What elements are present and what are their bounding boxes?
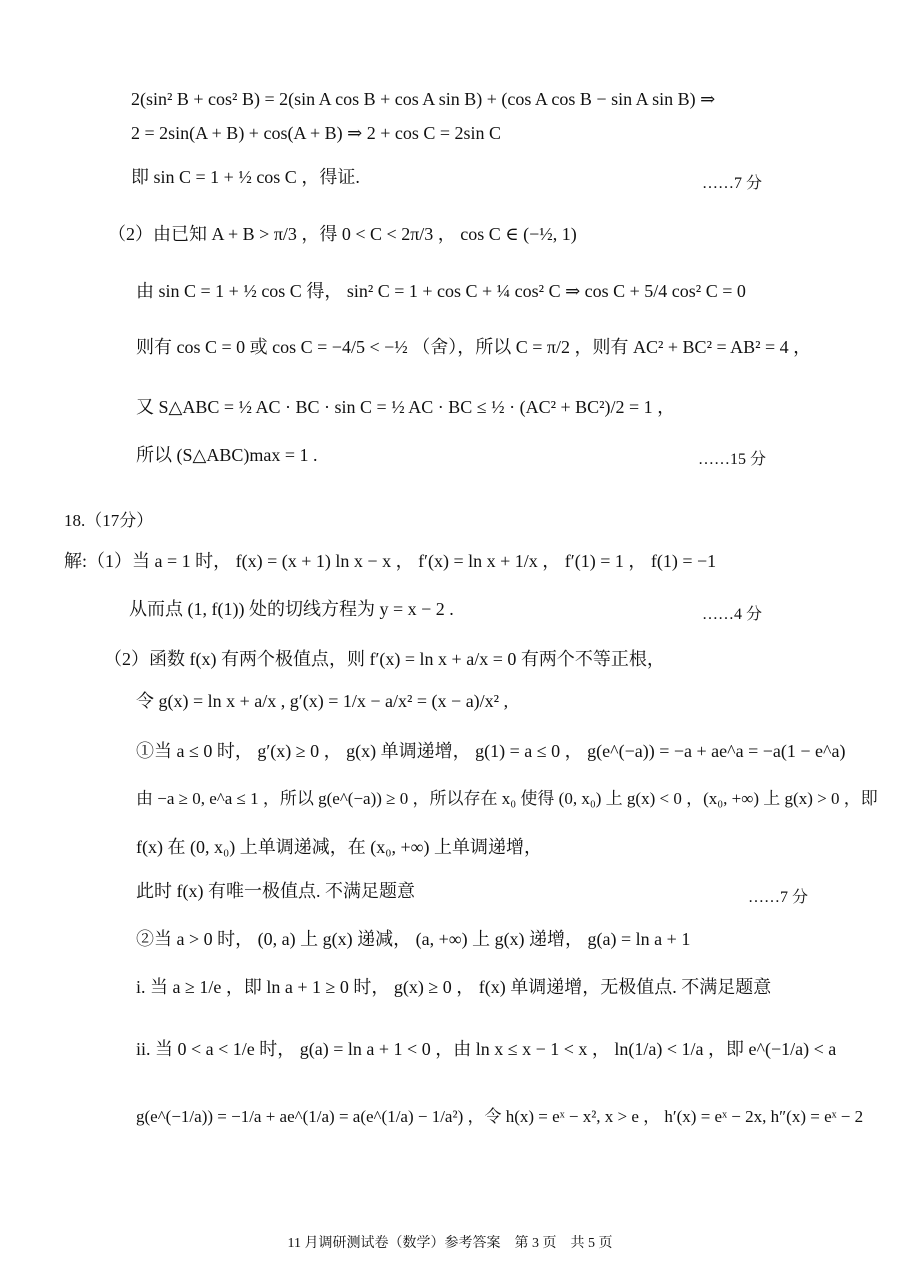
page-footer: 11 月调研测试卷（数学）参考答案 第 3 页 共 5 页	[287, 1236, 613, 1251]
solution-line-9: i. 当 a ≥ 1/e ，即 ln a + 1 ≥ 0 时， g(x) ≥ 0 ， f(x) 单调递增，无极值点. 不满足题意	[136, 977, 772, 997]
solution-part-2: （2）函数 f(x) 有两个极值点，则 f′(x) = ln x + a/x = 0 有两个不等正根，	[104, 649, 665, 669]
solution-line-4: ①当 a ≤ 0 时， g′(x) ≥ 0 ， g(x) 单调递增， g(1) = a ≤ 0 ， g(e^(−a)) = −a + ae^a = −a(1 − e^a)	[136, 741, 846, 761]
solution-line-5: 由 −a ≥ 0, e^a ≤ 1 ，所以 g(e^(−a)) ≥ 0 ，所以存在 x₀ 使得 (0, x₀) 上 g(x) < 0 ，(x₀, +∞) 上 g(x) > 0 ，即	[136, 789, 878, 808]
solution-line-3: 令 g(x) = ln x + a/x , g′(x) = 1/x − a/x² = (x − a)/x² ,	[136, 691, 509, 711]
equation-line-2: 2 = 2sin(A + B) + cos(A + B) ⇒ 2 + cos C = 2sin C	[131, 123, 502, 143]
solution-line-6: f(x) 在 (0, x₀) 上单调递减，在 (x₀, +∞) 上单调递增，	[136, 837, 542, 857]
score-mark-1: ……7 分	[702, 175, 763, 192]
equation-line-5: 则有 cos C = 0 或 cos C = −4/5 < −½ （舍），所以 C = π/2 ，则有 AC² + BC² = AB² = 4 ，	[136, 337, 812, 357]
score-mark-3: ……4 分	[702, 606, 763, 623]
solution-line-1: 解:（1）当 a = 1 时， f(x) = (x + 1) ln x − x ， f′(x) = ln x + 1/x ， f′(1) = 1 ， f(1) = −1	[64, 551, 717, 571]
solution-line-10: ii. 当 0 < a < 1/e 时， g(a) = ln a + 1 < 0 ，由 ln x ≤ x − 1 < x ， ln(1/a) < 1/a ，即 e^(−1/a) < a	[136, 1039, 837, 1059]
equation-line-7: 所以 (S△ABC)max = 1 .	[136, 445, 318, 465]
score-mark-2: ……15 分	[698, 451, 767, 468]
equation-line-6: 又 S△ABC = ½ AC · BC · sin C = ½ AC · BC ≤ ½ · (AC² + BC²)/2 = 1 ，	[136, 397, 676, 417]
solution-line-11: g(e^(−1/a)) = −1/a + ae^(1/a) = a(e^(1/a) − 1/a²) ，令 h(x) = eˣ − x², x > e ， h′(x) = eˣ − 2x, h″(x) = eˣ − 2	[136, 1107, 864, 1126]
part-2-heading: （2）由已知 A + B > π/3 ，得 0 < C < 2π/3 ， cos C ∈ (−½, 1)	[108, 224, 577, 244]
solution-line-7: 此时 f(x) 有唯一极值点. 不满足题意	[136, 881, 415, 901]
question-18-heading: 18.（17分）	[64, 511, 154, 530]
score-mark-4: ……7 分	[748, 889, 809, 906]
equation-line-1: 2(sin² B + cos² B) = 2(sin A cos B + cos A sin B) + (cos A cos B − sin A sin B) ⇒	[131, 89, 716, 109]
equation-line-4: 由 sin C = 1 + ½ cos C 得， sin² C = 1 + cos C + ¼ cos² C ⇒ cos C + 5/4 cos² C = 0	[136, 281, 746, 301]
equation-line-3: 即 sin C = 1 + ½ cos C ，得证.	[131, 167, 360, 187]
solution-line-2: 从而点 (1, f(1)) 处的切线方程为 y = x − 2 .	[129, 599, 454, 619]
solution-line-8: ②当 a > 0 时， (0, a) 上 g(x) 递减， (a, +∞) 上 g(x) 递增， g(a) = ln a + 1	[136, 929, 691, 949]
